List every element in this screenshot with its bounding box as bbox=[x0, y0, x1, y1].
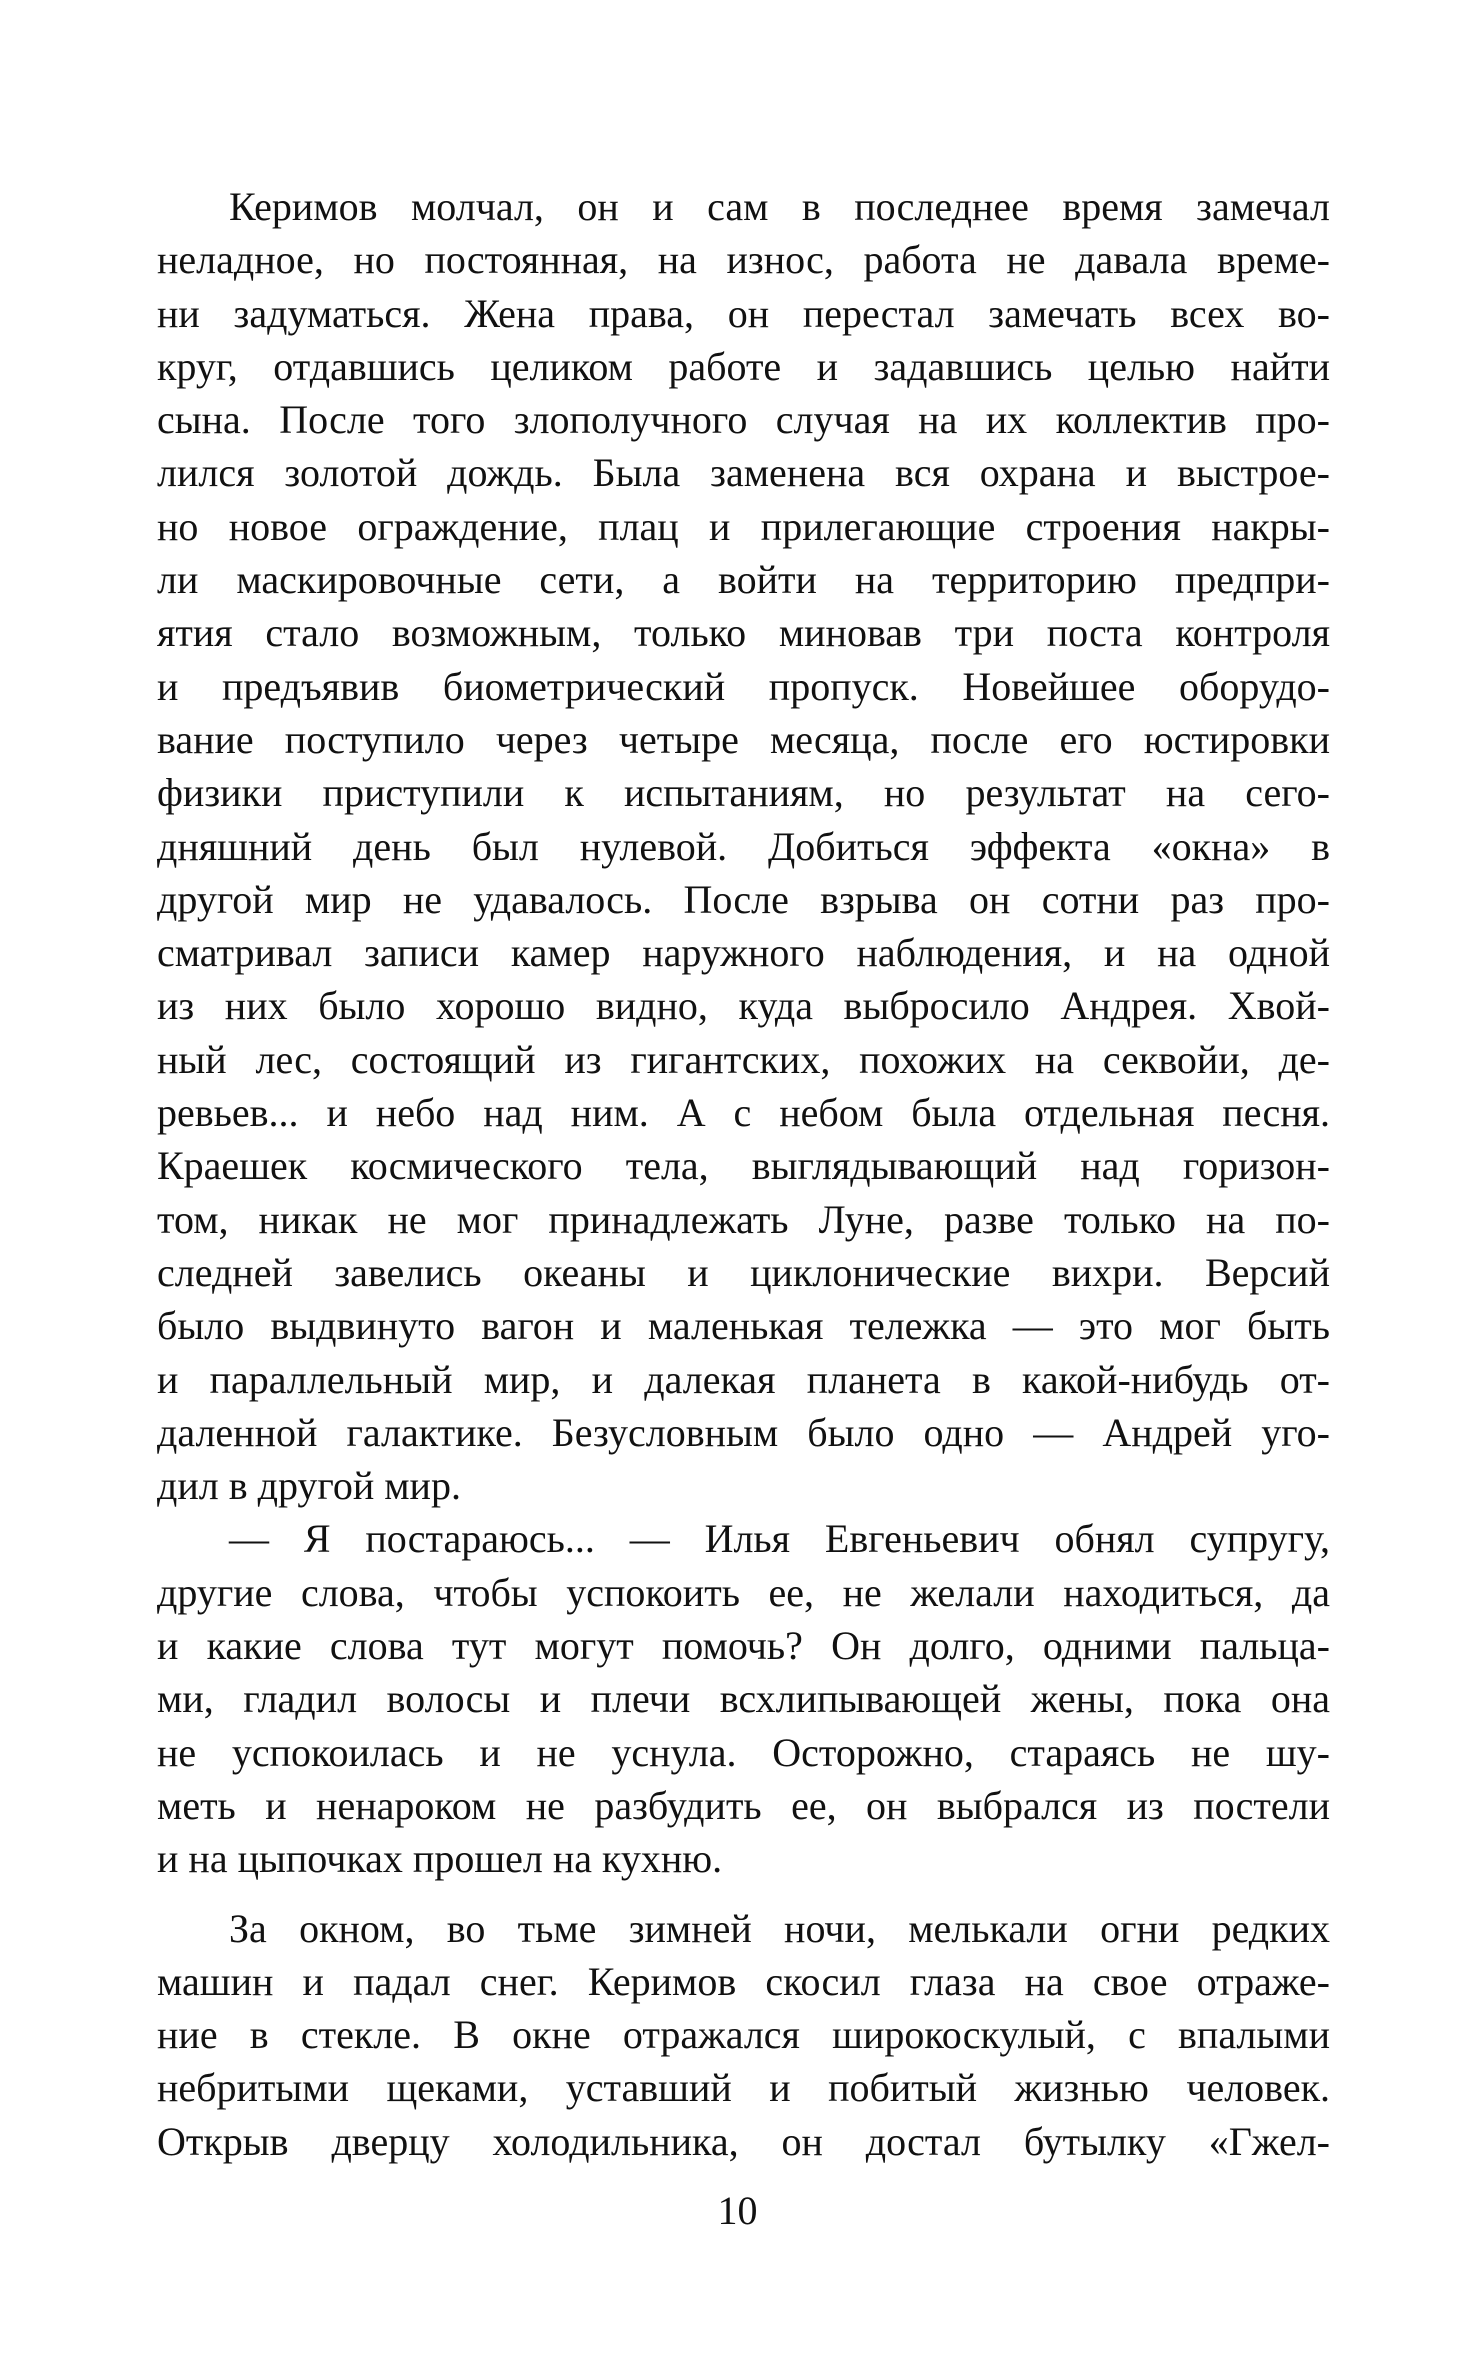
text-line: За окном, во тьме зимней ночи, мелькали огни редких bbox=[229, 1905, 1330, 1951]
text-line: небритыми щеками, уставший и побитый жизнью человек. bbox=[157, 2065, 1330, 2111]
text-line: дил в другой мир. bbox=[157, 1463, 461, 1509]
text-line: но новое ограждение, плац и прилегающие строения накры- bbox=[157, 503, 1330, 549]
text-line: другой мир не удавалось. После взрыва он сотни раз про- bbox=[157, 876, 1330, 922]
text-line: сматривал записи камер наружного наблюдения, и на одной bbox=[157, 930, 1330, 976]
text-line: и на цыпочках прошел на кухню. bbox=[157, 1836, 723, 1882]
paragraph-1 bbox=[157, 180, 1330, 1512]
text-line: машин и падал снег. Керимов скосил глаза на свое отраже- bbox=[157, 1958, 1330, 2004]
text-line: Керимов молчал, он и сам в последнее время замечал bbox=[229, 184, 1330, 229]
text-line: вание поступило через четыре месяца, после его юстировки bbox=[157, 716, 1330, 762]
text-line: и предъявив биометрический пропуск. Новейшее оборудо- bbox=[157, 663, 1330, 709]
text-line: следней завелись океаны и циклонические вихри. Версий bbox=[157, 1249, 1330, 1295]
text-line: ни задуматься. Жена права, он перестал замечать всех во- bbox=[157, 290, 1330, 336]
text-line: ревьев... и небо над ним. А с небом была отдельная песня. bbox=[157, 1090, 1330, 1136]
text-line: лился золотой дождь. Была заменена вся охрана и выстрое- bbox=[157, 450, 1330, 496]
text-line: было выдвинуто вагон и маленькая тележка — это мог быть bbox=[157, 1303, 1330, 1349]
text-line: — Я постараюсь... — Илья Евгеньевич обнял супругу, bbox=[229, 1516, 1330, 1562]
text-line: неладное, но постоянная, на износ, работа не давала време- bbox=[157, 237, 1330, 283]
text-line: дняшний день был нулевой. Добиться эффекта «окна» в bbox=[157, 823, 1330, 869]
text-line: другие слова, чтобы успокоить ее, не желали находиться, да bbox=[157, 1569, 1330, 1615]
text-line: меть и ненароком не разбудить ее, он выбрался из постели bbox=[157, 1782, 1330, 1828]
body-text bbox=[157, 180, 1330, 2168]
text-line: Краешек космического тела, выглядывающий над горизон- bbox=[157, 1143, 1330, 1189]
text-line: и параллельный мир, и далекая планета в какой-нибудь от- bbox=[157, 1356, 1330, 1402]
text-line: круг, отдавшись целиком работе и задавшись целью найти bbox=[157, 343, 1330, 389]
text-line: из них было хорошо видно, куда выбросило Андрея. Хвой- bbox=[157, 983, 1330, 1029]
text-line: ли маскировочные сети, а войти на территорию предпри- bbox=[157, 557, 1330, 603]
text-line: и какие слова тут могут помочь? Он долго, одними пальца- bbox=[157, 1623, 1330, 1669]
paragraph-3 bbox=[157, 1902, 1330, 2168]
text-line: Открыв дверцу холодильника, он достал бутылку «Гжел- bbox=[157, 2118, 1330, 2164]
text-line: том, никак не мог принадлежать Луне, разве только на по- bbox=[157, 1196, 1330, 1242]
paragraph-spacer bbox=[157, 1886, 1330, 1902]
paragraph-2 bbox=[157, 1512, 1330, 1885]
page-number: 10 bbox=[717, 2188, 758, 2233]
text-line: ми, гладил волосы и плечи всхлипывающей жены, пока она bbox=[157, 1676, 1330, 1722]
text-line: физики приступили к испытаниям, но результат на сего- bbox=[157, 770, 1330, 816]
text-line: ный лес, состоящий из гигантских, похожих на секвойи, де- bbox=[157, 1036, 1330, 1082]
text-line: ние в стекле. В окне отражался широкоскулый, с впалыми bbox=[157, 2012, 1330, 2058]
text-line: не успокоилась и не уснула. Осторожно, стараясь не шу- bbox=[157, 1729, 1330, 1775]
text-line: сына. После того злополучного случая на их коллектив про- bbox=[157, 397, 1330, 443]
text-line: даленной галактике. Безусловным было одно — Андрей уго- bbox=[157, 1409, 1330, 1455]
text-line: ятия стало возможным, только миновав три поста контроля bbox=[157, 610, 1330, 656]
